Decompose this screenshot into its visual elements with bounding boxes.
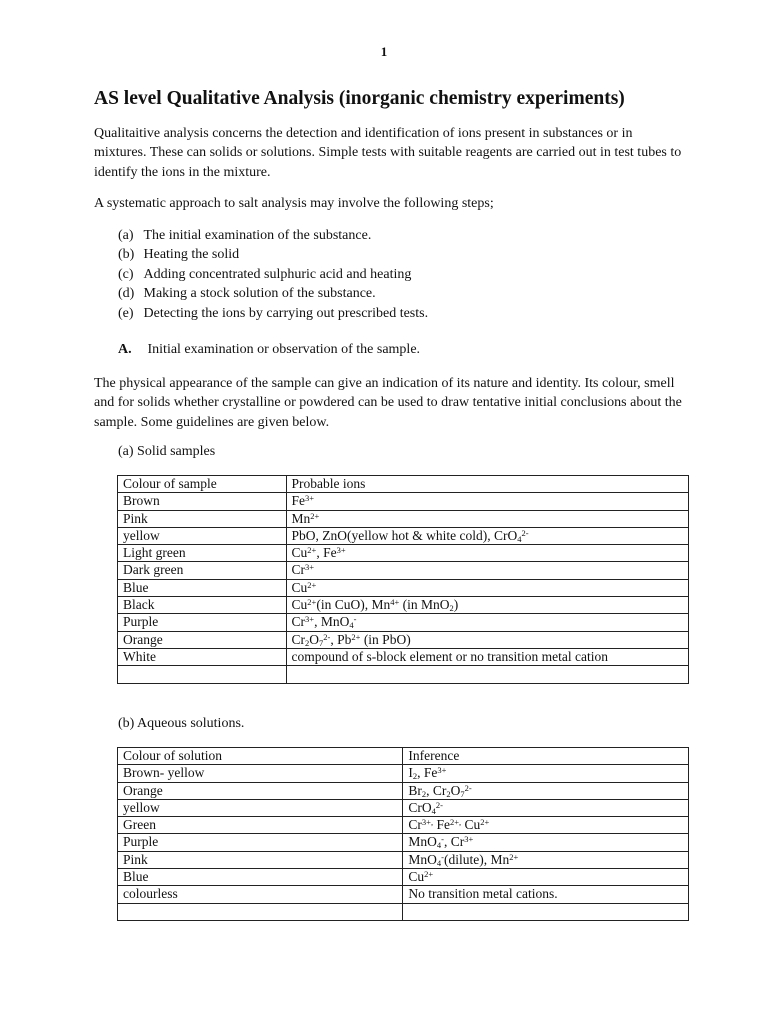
table-row — [118, 579, 689, 596]
ions-cell: PbO, ZnO(yellow hot & white cold), CrO$_4^{2-}$ — [286, 527, 688, 544]
inference-cell: MnO$_4$-, $Cr^{3+}$ — [403, 834, 689, 851]
page-number: 1 — [380, 44, 388, 59]
step-letter: (c) — [118, 266, 134, 282]
table-row — [118, 666, 689, 683]
list-item — [118, 304, 428, 323]
colour-cell: Brown- yellow — [118, 765, 403, 782]
solid-samples-table — [117, 475, 689, 684]
colour-cell: yellow — [118, 527, 287, 544]
steps-list — [118, 226, 428, 323]
inference-cell: CrO$_4^{2-}$ — [403, 799, 689, 816]
step-text: The initial examination of the substance. — [143, 228, 372, 243]
table-row — [118, 527, 689, 544]
inference-cell: $Br_2$, $Cr_2O_7^{2-}$ — [403, 782, 689, 799]
inference-cell: $Cr^{3+,}$ $Fe^{2+,}$ $Cu^{2+}$ — [403, 817, 689, 834]
step-letter: (b) — [118, 247, 135, 263]
table-row — [118, 782, 689, 799]
section-a-heading — [118, 342, 420, 358]
table-row — [118, 597, 689, 614]
colour-cell: Dark green — [118, 562, 287, 579]
column-header: Inference — [403, 748, 689, 765]
aqueous-solutions-heading: (b) Aqueous solutions. — [118, 716, 245, 731]
colour-cell: Black — [118, 597, 287, 614]
table-header-row — [118, 748, 689, 765]
table-row — [118, 851, 689, 868]
table-row — [118, 510, 689, 527]
table-row — [118, 886, 689, 903]
column-header: Colour of sample — [118, 476, 287, 493]
step-text: Making a stock solution of the substance. — [143, 286, 376, 302]
section-a-paragraph: The physical appearance of the sample can give an indication of its nature and identity. Its colour, smell and for solids whether crystalline or powdered can be used to draw tentative initial conclusions about the sample. Some guidelines are given below. — [94, 376, 682, 430]
colour-cell: Blue — [118, 579, 287, 596]
table-row — [118, 614, 689, 631]
step-text: Adding concentrated sulphuric acid and heating — [143, 266, 412, 282]
table-row — [118, 834, 689, 851]
ions-cell: $Mn^{2+}$ — [286, 510, 688, 527]
list-item — [118, 245, 428, 264]
step-letter: (e) — [118, 305, 134, 321]
table-row — [118, 765, 689, 782]
column-header: Colour of solution — [118, 748, 403, 765]
ions-cell: $Cu^{2+}(in$ CuO), $Mn^{4+}$ (in MnO$_2$) — [286, 597, 688, 614]
table-header-row — [118, 476, 689, 493]
colour-cell: Purple — [118, 614, 287, 631]
table-row — [118, 545, 689, 562]
ions-cell: $Fe^{3+}$ — [286, 493, 688, 510]
ions-cell: $Cu^{2+}$ — [286, 579, 688, 596]
column-header: Probable ions — [286, 476, 688, 493]
colour-cell: Purple — [118, 834, 403, 851]
table-row — [118, 648, 689, 665]
table-row — [118, 817, 689, 834]
inference-cell: No transition metal cations. — [403, 886, 689, 903]
steps-intro: A systematic approach to salt analysis may involve the following steps; — [94, 196, 494, 211]
section-title: Initial examination or observation of the sample. — [147, 342, 421, 357]
list-item — [118, 226, 428, 245]
step-letter: (d) — [118, 286, 135, 302]
ions-cell — [286, 666, 688, 683]
table-row — [118, 493, 689, 510]
section-letter: A. — [118, 342, 132, 357]
solid-samples-heading: (a) Solid samples — [118, 444, 216, 459]
colour-cell: Pink — [118, 851, 403, 868]
ions-cell: compound of s-block element or no transition metal cation — [286, 648, 688, 665]
ions-cell: $Cr^{3+}$, MnO$_4$- — [286, 614, 688, 631]
inference-cell — [403, 903, 689, 920]
colour-cell: Blue — [118, 869, 403, 886]
intro-paragraph: Qualitaitive analysis concerns the detection and identification of ions present in substances or in mixtures. These can solids or solutions. Simple tests with suitable reagents are carried out in test tubes to identify the ions in the mixture. — [94, 126, 682, 180]
colour-cell — [118, 666, 287, 683]
step-text: Detecting the ions by carrying out prescribed tests. — [143, 305, 429, 321]
colour-cell: White — [118, 648, 287, 665]
colour-cell: Green — [118, 817, 403, 834]
colour-cell: Orange — [118, 631, 287, 648]
inference-cell: $I_2$, $Fe^{3+}$ — [403, 765, 689, 782]
ions-cell: $Cr^{3+}$ — [286, 562, 688, 579]
inference-cell: $Cu^{2+}$ — [403, 869, 689, 886]
list-item — [118, 284, 428, 303]
inference-cell: MnO$_4$-(dilute), $Mn^{2+}$ — [403, 851, 689, 868]
table-row — [118, 631, 689, 648]
colour-cell: colourless — [118, 886, 403, 903]
table-row — [118, 903, 689, 920]
table-row — [118, 562, 689, 579]
colour-cell — [118, 903, 403, 920]
colour-cell: yellow — [118, 799, 403, 816]
step-text: Heating the solid — [143, 247, 240, 263]
table-row — [118, 799, 689, 816]
colour-cell: Light green — [118, 545, 287, 562]
colour-cell: Orange — [118, 782, 403, 799]
list-item — [118, 265, 428, 284]
step-letter: (a) — [118, 228, 134, 243]
table-row — [118, 869, 689, 886]
ions-cell: $Cr_2O_7^{2-}$, $Pb^{2+}$ (in PbO) — [286, 631, 688, 648]
colour-cell: Pink — [118, 510, 287, 527]
ions-cell: $Cu^{2+}$, $Fe^{3+}$ — [286, 545, 688, 562]
colour-cell: Brown — [118, 493, 287, 510]
document-title: AS level Qualitative Analysis (inorganic chemistry experiments) — [94, 88, 625, 109]
aqueous-solutions-table — [117, 747, 689, 921]
